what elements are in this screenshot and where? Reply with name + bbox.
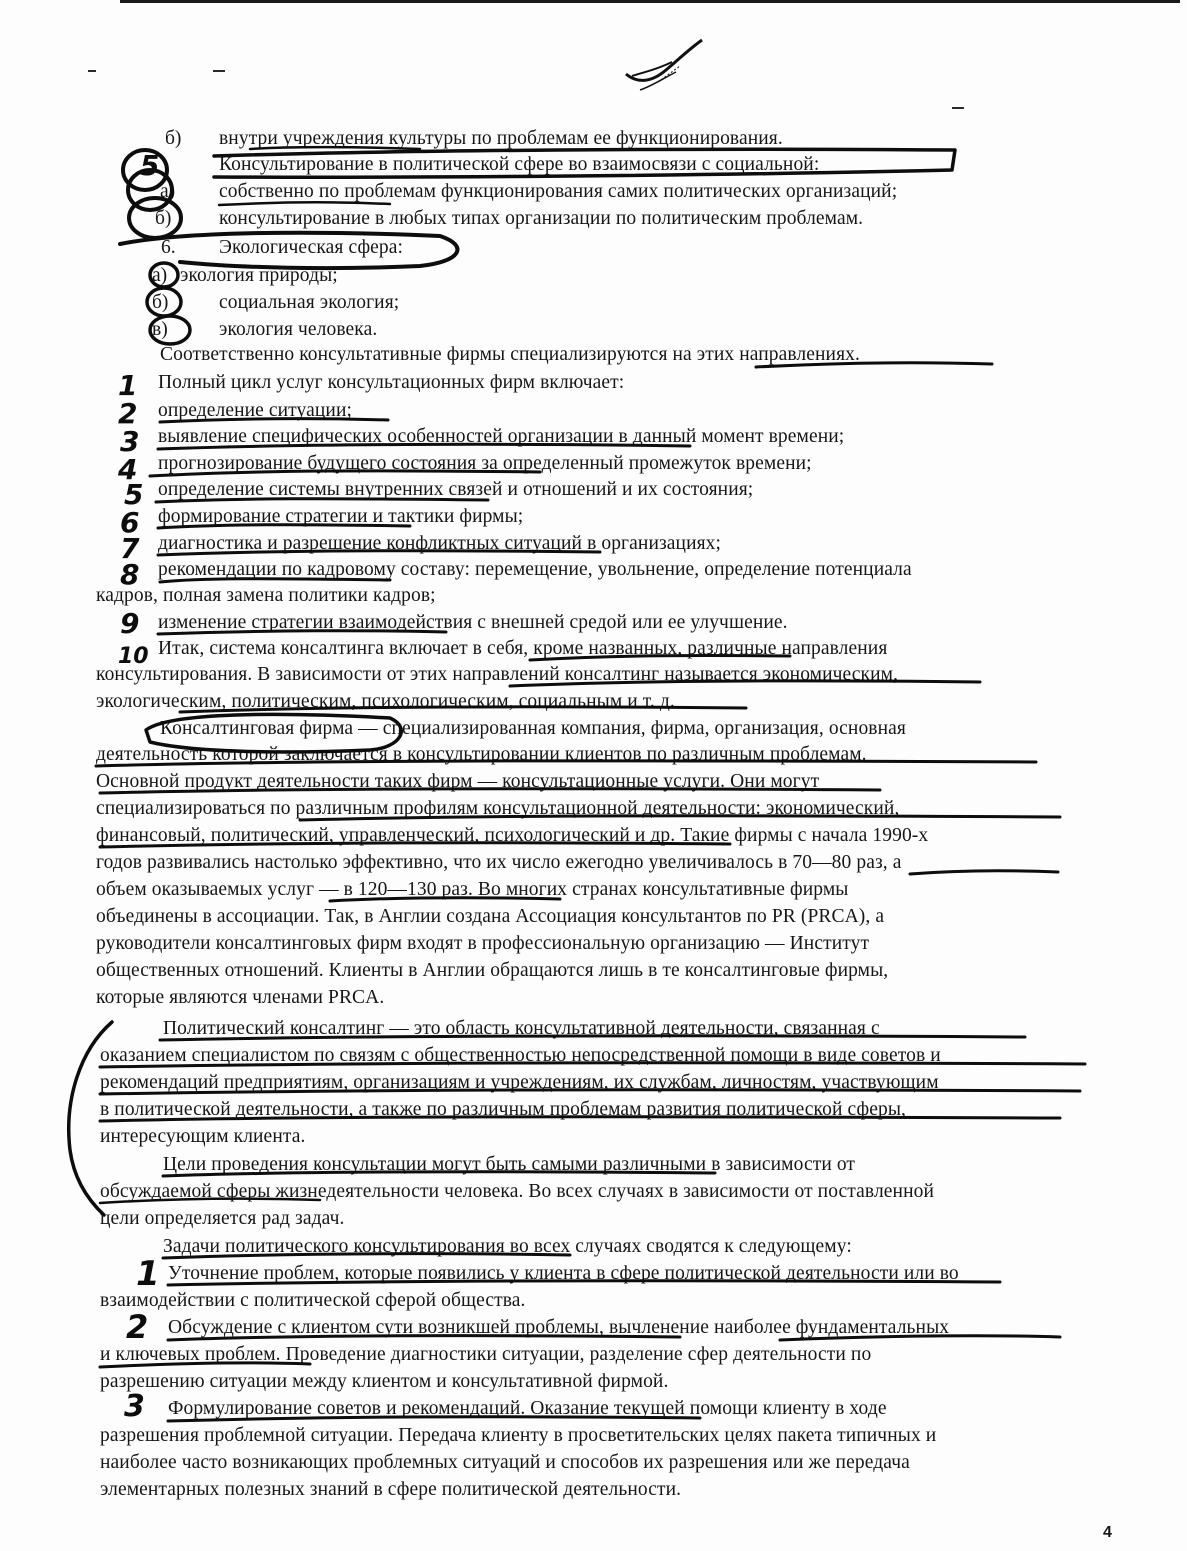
handwritten-number: 2 (118, 397, 138, 430)
list-item: внутри учреждения культуры по проблемам ее функционирования. (219, 128, 783, 149)
paragraph-line: Полный цикл услуг консультационных фирм включает: (158, 372, 625, 393)
cycle-item: рекомендации по кадровому составу: перемещение, увольнение, определение потенциала (158, 559, 912, 580)
paragraph-line: обсуждаемой сферы жизнедеятельности человека. Во всех случаях в зависимости от поставленной (100, 1181, 934, 1202)
cycle-item: прогнозирование будущего состояния за определенный промежуток времени; (158, 453, 812, 474)
task-line: взаимодействии с политической сферой общества. (100, 1290, 526, 1311)
paragraph-line: в политической деятельности, а также по различным проблемам развития политической сферы, (100, 1099, 907, 1120)
cycle-item: формирование стратегии и тактики фирмы; (158, 506, 524, 527)
paragraph-line: Консалтинговая фирма — специализированная компания, фирма, организация, основная (160, 718, 906, 739)
list-item: консультирование в любых типах организации по политическим проблемам. (219, 208, 864, 229)
paragraph-line: общественных отношений. Клиенты в Англии обращаются лишь в те консалтинговые фирмы, (96, 960, 889, 981)
list-marker: б) (152, 292, 169, 313)
handwritten-number: 8 (120, 558, 140, 591)
paragraph-line: объединены в ассоциации. Так, в Англии создана Ассоциация консультантов по PR (PRCA), а (96, 906, 885, 927)
cycle-item: диагностика и разрешение конфликтных ситуаций в организациях; (158, 533, 722, 554)
handwritten-number: 9 (120, 607, 140, 640)
section-heading: Экологическая сфера: (219, 237, 404, 258)
paragraph-line: объем оказываемых услуг — в 120—130 раз. Во многих странах консультативные фирмы (96, 879, 849, 900)
paragraph-line: консультирования. В зависимости от этих направлений консалтинг называется экономическим, (96, 664, 899, 685)
list-item: экология человека. (219, 319, 378, 340)
paragraph-line: специализироваться по различным профилям консультационной деятельности: экономический, (96, 798, 900, 819)
list-marker: б) (155, 208, 172, 229)
task-line: элементарных полезных знаний в сфере политической деятельности. (100, 1479, 682, 1500)
paragraph-line: которые являются членами PRCA. (96, 987, 385, 1008)
paragraph-line: цели определяется рад задач. (100, 1208, 345, 1229)
cycle-item: определение системы внутренних связей и отношений и их состояния; (158, 479, 754, 500)
cycle-item: изменение стратегии взаимодействия с внешней средой или ее улучшение. (158, 612, 788, 633)
handwritten-number: 10 (118, 644, 149, 669)
task-line: разрешению ситуации между клиентом и консультативной фирмой. (100, 1371, 669, 1392)
scan-speck (213, 70, 225, 72)
section-heading: Консультирование в политической сфере во взаимосвязи с социальной: (219, 154, 820, 175)
scan-speck (88, 70, 96, 72)
cycle-item: выявление специфических особенностей организации в данный момент времени; (158, 426, 845, 447)
paragraph-line: руководители консалтинговых фирм входят в профессиональную организацию — Институт (96, 933, 870, 954)
paragraph-line: интересующим клиента. (100, 1126, 306, 1147)
paragraph-line: финансовый, политический, управленческий, психологический и др. Такие фирмы с начала 1990-х (96, 825, 929, 846)
task-line: Формулирование советов и рекомендаций. Оказание текущей помощи клиенту в ходе (168, 1398, 887, 1419)
list-marker: а) (160, 181, 176, 202)
handwritten-number: 1 (136, 1254, 160, 1294)
handwritten-number: 3 (120, 425, 140, 458)
task-line: наиболее часто возникающих проблемных ситуаций и способов их разрешения или же передача (100, 1452, 910, 1473)
task-line: и ключевых проблем. Проведение диагностики ситуации, разделение сфер деятельности по (100, 1344, 872, 1365)
pen-underline (910, 871, 1058, 874)
task-line: разрешения проблемной ситуации. Передача клиенту в просветительских целях пакета типичных и (100, 1425, 937, 1446)
list-marker: 6. (161, 237, 176, 258)
list-marker: б) (165, 128, 182, 149)
handwritten-number: 5 (124, 478, 144, 511)
scan-speck (952, 107, 964, 109)
handwritten-number: 3 (124, 1389, 145, 1424)
handwritten-number: 5 (140, 149, 160, 182)
paragraph-line: Задачи политического консультирования во всех случаях сводятся к следующему: (163, 1236, 852, 1257)
paragraph-line: Основной продукт деятельности таких фирм — консультационные услуги. Они могут (96, 771, 820, 792)
task-line: Уточнение проблем, которые появились у клиента в сфере политической деятельности или во (168, 1263, 959, 1284)
paragraph-line: Политический консалтинг — это область консультативной деятельности, связанная с (163, 1018, 880, 1039)
task-line: Обсуждение с клиентом сути возникшей проблемы, вычленение наиболее фундаментальных (168, 1317, 950, 1338)
paragraph-line: Цели проведения консультации могут быть самыми различными в зависимости от (163, 1154, 856, 1175)
paragraph-line: Итак, система консалтинга включает в себя, кроме названных, различные направления (158, 638, 888, 659)
handwritten-number: 7 (120, 532, 140, 565)
paragraph-line: экологическим, политическим, психологическим, социальным и т. д. (96, 691, 675, 712)
paragraph-line: оказанием специалистом по связям с общественностью непосредственной помощи в виде советов и (100, 1045, 941, 1066)
cycle-item: кадров, полная замена политики кадров; (96, 585, 436, 606)
signature-scribble (618, 32, 718, 100)
list-item: экология природы; (180, 265, 338, 286)
page-number: 4 (1103, 1524, 1112, 1541)
paragraph-line: деятельность которой заключается в консультировании клиентов по различным проблемам. (96, 744, 867, 765)
handwritten-number: 1 (118, 369, 138, 402)
list-item: собственно по проблемам функционирования самих политических организаций; (219, 181, 898, 202)
paragraph-line: рекомендаций предприятиям, организациям и учреждениям, их службам, личностям, участвующим (100, 1072, 939, 1093)
cycle-item: определение ситуации; (158, 400, 353, 421)
paragraph-line: годов развивались настолько эффективно, что их число ежегодно увеличивалось в 70—80 раз, а (96, 852, 902, 873)
paragraph-line: Соответственно консультативные фирмы специализируются на этих направлениях. (160, 344, 860, 365)
list-item: социальная экология; (219, 292, 400, 313)
scan-top-edge (120, 0, 1180, 3)
handwritten-number: 2 (126, 1308, 149, 1346)
handwritten-number: 4 (118, 453, 138, 486)
list-marker: в) (152, 319, 168, 340)
handwritten-number: 6 (120, 506, 140, 539)
list-marker: а) (152, 265, 168, 286)
